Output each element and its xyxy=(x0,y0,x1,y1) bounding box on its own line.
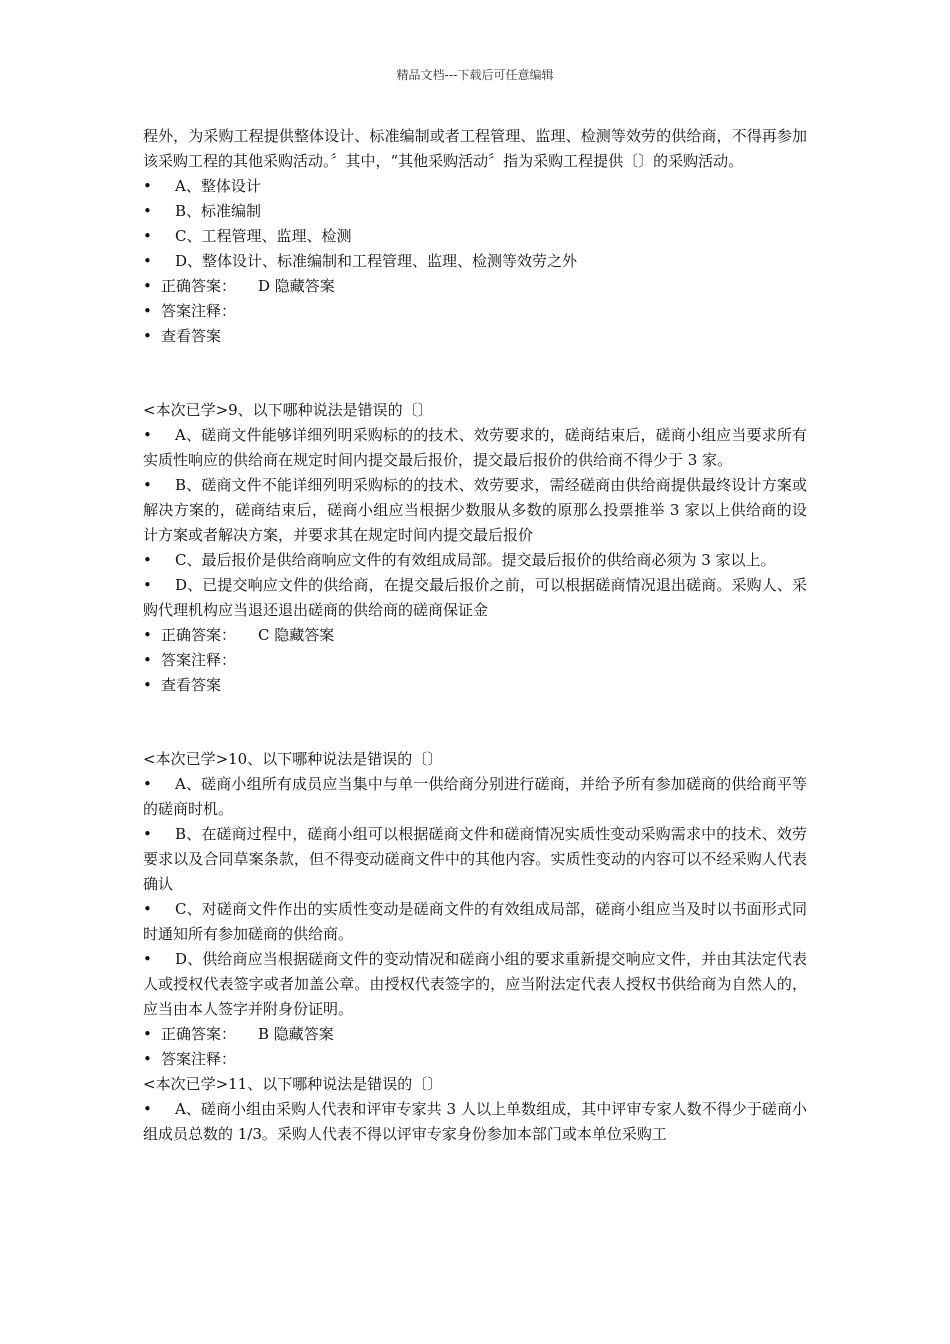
question-11-title: <本次已学>11、以下哪种说法是错误的〔〕 xyxy=(143,1075,443,1093)
bullet-icon xyxy=(111,423,127,448)
hide-answer-link[interactable]: B 隐藏答案 xyxy=(258,1025,334,1043)
bullet-icon xyxy=(111,897,127,922)
bullet-icon xyxy=(143,299,159,324)
bullet-icon xyxy=(143,648,159,673)
bullet-icon xyxy=(111,249,127,274)
view-answer-link[interactable]: • 查看答案 xyxy=(143,324,807,349)
bullet-icon xyxy=(111,947,127,972)
option-a: • A、整体设计 xyxy=(143,174,807,199)
bullet-icon xyxy=(143,274,159,299)
option-b: • B、磋商文件不能详细列明采购标的的技术、效劳要求，需经磋商由供给商提供最终设计方案或解决方案的，磋商结束后，磋商小组应当根据少数服从多数的原那么投票推举 3 家以上供给商的设计方案或者解决方案，并要求其在规定时间内提交最后报价 xyxy=(143,473,807,548)
option-a: • A、磋商小组由采购人代表和评审专家共 3 人以上单数组成，其中评审专家人数不得少于磋商小组成员总数的 1/3。采购人代表不得以评审专家身份参加本部门或本单位采购工 xyxy=(143,1097,807,1147)
bullet-icon xyxy=(111,772,127,797)
question-10-title: <本次已学>10、以下哪种说法是错误的〔〕 xyxy=(143,750,443,768)
bullet-icon xyxy=(143,623,159,648)
option-a: • A、磋商文件能够详细列明采购标的的技术、效劳要求的，磋商结束后，磋商小组应当要求所有实质性响应的供给商在规定时间内提交最后报价，提交最后报价的供给商不得少于 3 家。 xyxy=(143,423,807,473)
document-body xyxy=(143,124,807,1147)
bullet-icon xyxy=(111,174,127,199)
option-a: • A、磋商小组所有成员应当集中与单一供给商分别进行磋商，并给予所有参加磋商的供给商平等的磋商时机。 xyxy=(143,772,807,822)
option-d: • D、供给商应当根据磋商文件的变动情况和磋商小组的要求重新提交响应文件，并由其法定代表人或授权代表签字或者加盖公章。由授权代表签字的，应当附法定代表人授权书供给商为自然人的，应当由本人签字并附身份证明。 xyxy=(143,947,807,1022)
answer-note: • 答案注释： xyxy=(143,648,807,673)
bullet-icon xyxy=(111,473,127,498)
view-answer-link[interactable]: • 查看答案 xyxy=(143,673,807,698)
page-header: 精品文档---下载后可任意编辑 xyxy=(396,68,554,82)
answer-note: • 答案注释： xyxy=(143,299,807,324)
bullet-icon xyxy=(111,224,127,249)
hide-answer-link[interactable]: D 隐藏答案 xyxy=(258,277,335,295)
bullet-icon xyxy=(143,673,159,698)
bullet-icon xyxy=(143,324,159,349)
bullet-icon xyxy=(143,1022,159,1047)
bullet-icon xyxy=(111,1097,127,1122)
question-8-text: 程外，为采购工程提供整体设计、标准编制或者工程管理、监理、检测等效劳的供给商，不得再参加该采购工程的其他采购活动。〞其中，“其他采购活动〞指为采购工程提供〔〕的采购活动。 xyxy=(143,127,807,170)
answer-note: • 答案注释： xyxy=(143,1047,807,1072)
bullet-icon xyxy=(143,1047,159,1072)
option-c: • C、工程管理、监理、检测 xyxy=(143,224,807,249)
correct-answer: • 正确答案： D 隐藏答案 xyxy=(143,274,807,299)
correct-answer: • 正确答案： C 隐藏答案 xyxy=(143,623,807,648)
hide-answer-link[interactable]: C 隐藏答案 xyxy=(258,626,335,644)
option-c: • C、对磋商文件作出的实质性变动是磋商文件的有效组成局部，磋商小组应当及时以书面形式同时通知所有参加磋商的供给商。 xyxy=(143,897,807,947)
bullet-icon xyxy=(111,573,127,598)
option-c: • C、最后报价是供给商响应文件的有效组成局部。提交最后报价的供给商必须为 3 家以上。 xyxy=(143,548,807,573)
correct-answer: • 正确答案： B 隐藏答案 xyxy=(143,1022,807,1047)
option-b: • B、标准编制 xyxy=(143,199,807,224)
bullet-icon xyxy=(111,822,127,847)
bullet-icon xyxy=(111,199,127,224)
question-9-title: <本次已学>9、以下哪种说法是错误的〔〕 xyxy=(143,401,433,419)
bullet-icon xyxy=(111,548,127,573)
option-d: • D、整体设计、标准编制和工程管理、监理、检测等效劳之外 xyxy=(143,249,807,274)
option-b: • B、在磋商过程中，磋商小组可以根据磋商文件和磋商情况实质性变动采购需求中的技术、效劳要求以及合同草案条款，但不得变动磋商文件中的其他内容。实质性变动的内容可以不经采购人代表确认 xyxy=(143,822,807,897)
option-d: • D、已提交响应文件的供给商，在提交最后报价之前，可以根据磋商情况退出磋商。采购人、采购代理机构应当退还退出磋商的供给商的磋商保证金 xyxy=(143,573,807,623)
